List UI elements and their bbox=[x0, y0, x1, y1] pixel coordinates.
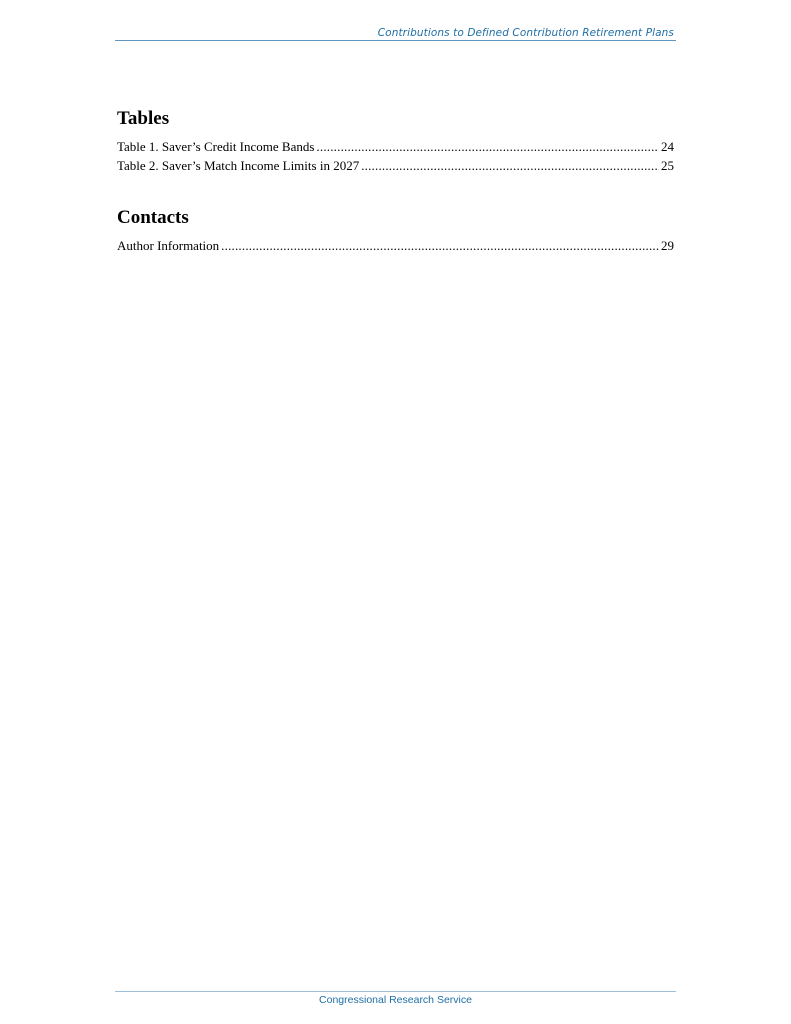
tables-heading: Tables bbox=[117, 108, 170, 129]
toc-entry-page: 25 bbox=[661, 158, 674, 173]
toc-dot-leader bbox=[361, 156, 659, 175]
tables-section bbox=[117, 108, 674, 175]
contacts-section bbox=[117, 207, 674, 255]
toc-entry-table-2[interactable] bbox=[117, 156, 674, 175]
toc-entry-author-information[interactable] bbox=[117, 236, 674, 255]
toc-entry-table-1[interactable] bbox=[117, 137, 674, 156]
toc-entry-page: 29 bbox=[661, 238, 674, 253]
toc-entry-label: Table 2. Saver’s Match Income Limits in 2027 bbox=[117, 158, 360, 173]
toc-entry-label: Table 1. Saver’s Credit Income Bands bbox=[117, 139, 315, 154]
running-footer: Congressional Research Service bbox=[319, 994, 472, 1006]
running-header: Contributions to Defined Contribution Retirement Plans bbox=[377, 27, 674, 39]
toc-entry-page: 24 bbox=[661, 139, 674, 154]
header-divider bbox=[115, 40, 676, 41]
contacts-heading: Contacts bbox=[117, 207, 189, 228]
footer-divider bbox=[115, 991, 676, 992]
toc-dot-leader bbox=[221, 236, 659, 255]
toc-dot-leader bbox=[316, 137, 659, 156]
toc-entry-label: Author Information bbox=[117, 238, 220, 253]
